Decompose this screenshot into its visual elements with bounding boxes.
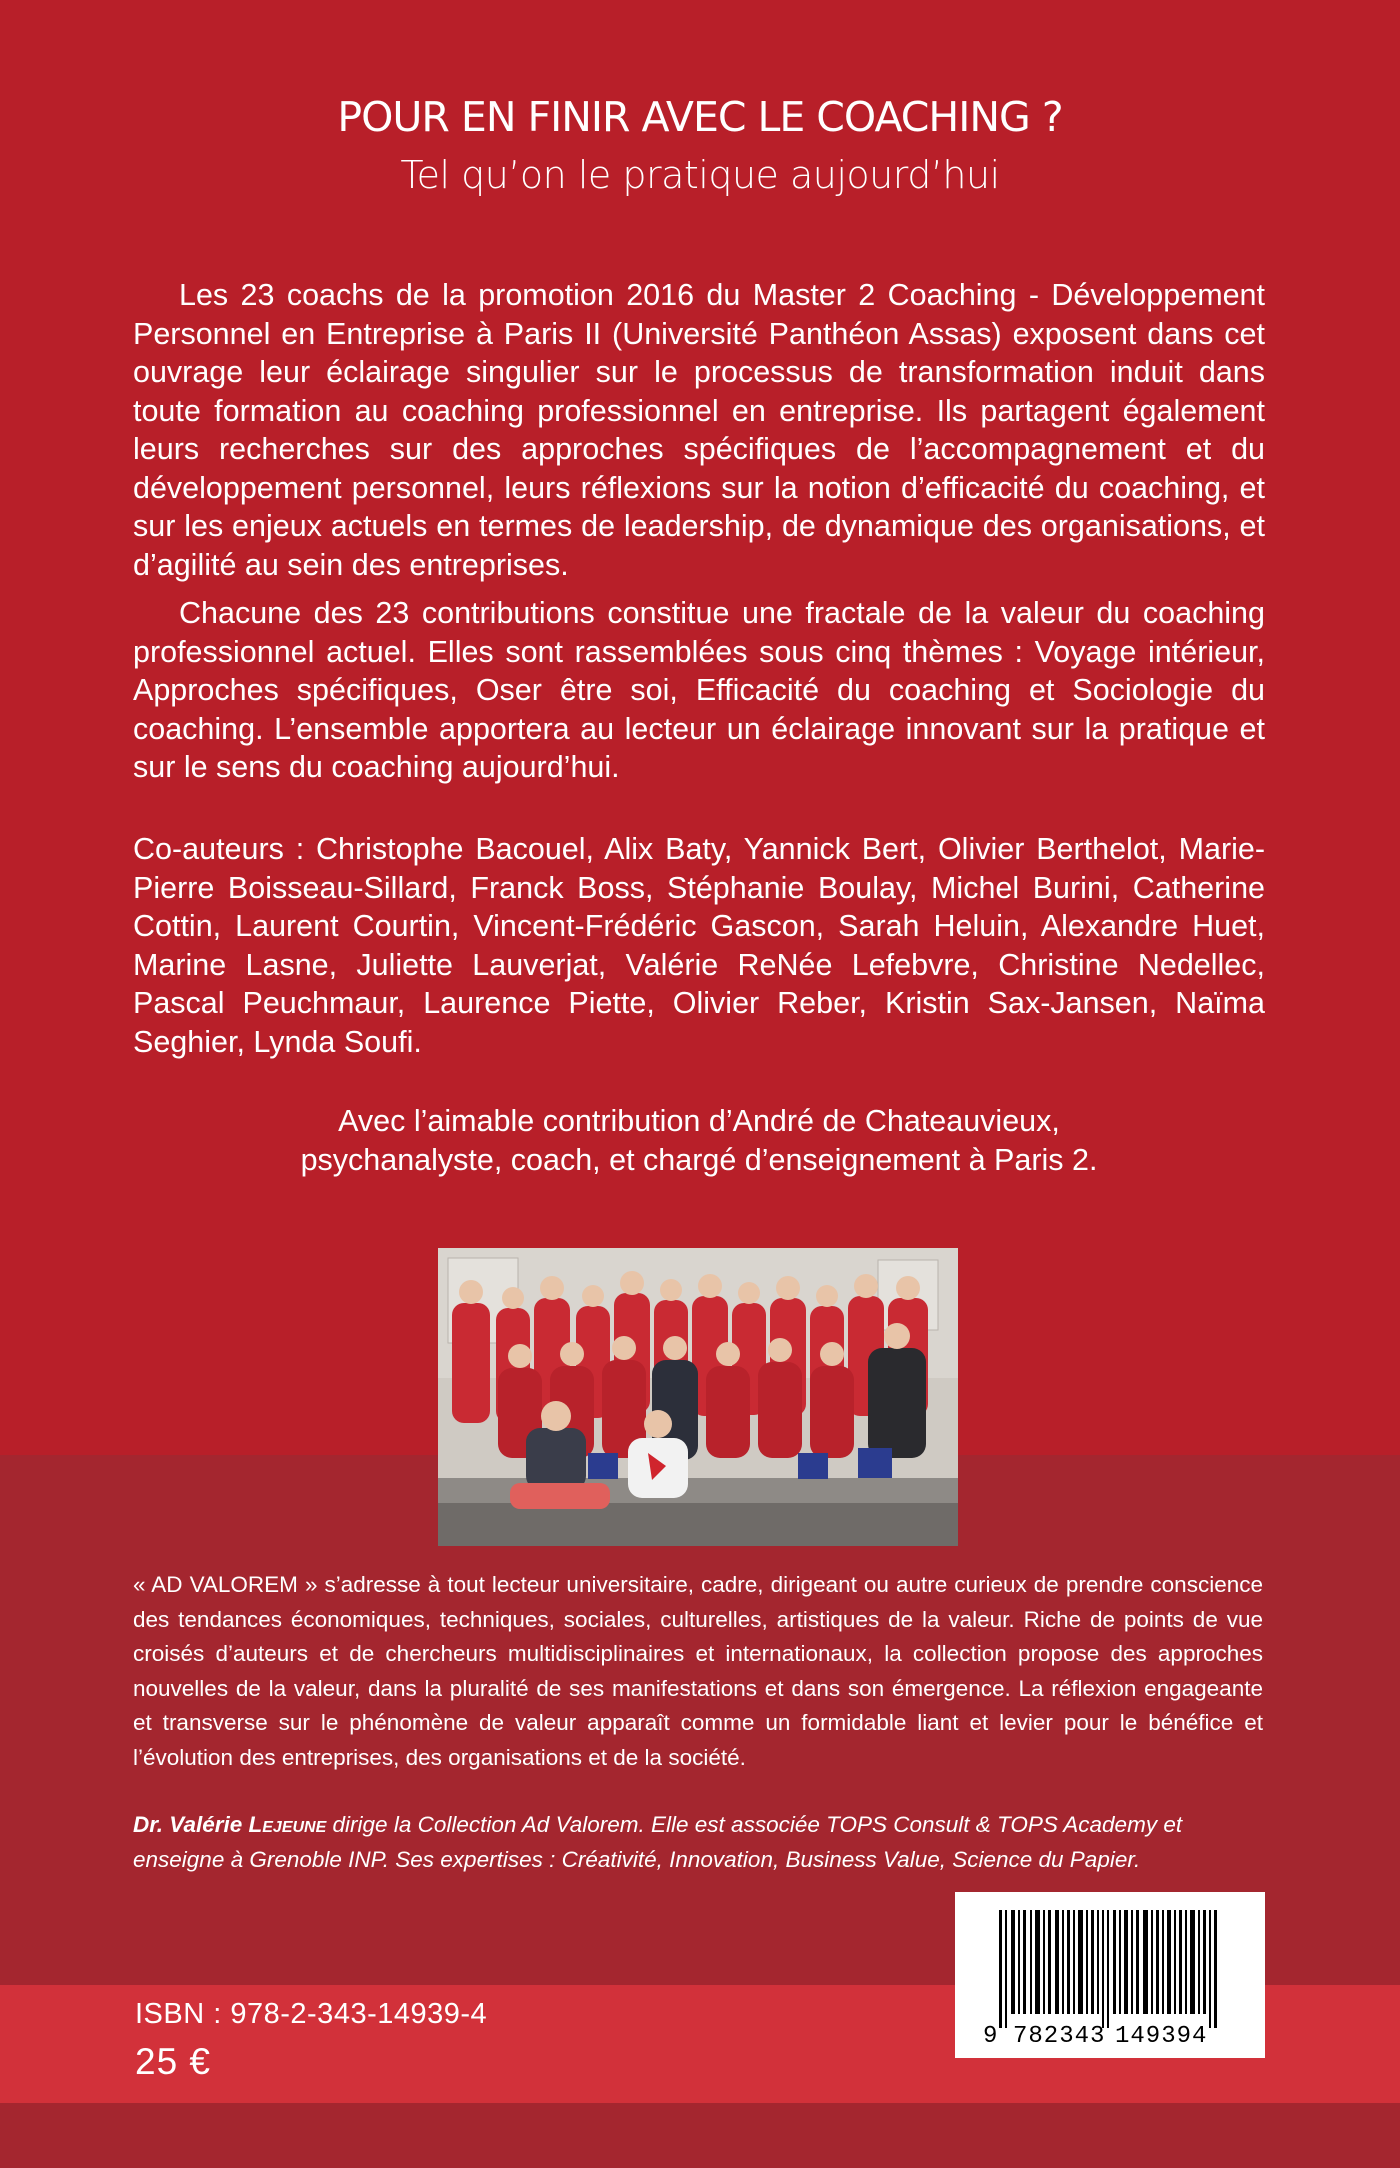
book-subtitle: Tel qu’on le pratique aujourd’hui — [400, 153, 1000, 197]
isbn-number: ISBN : 978-2-343-14939-4 — [135, 1998, 488, 2030]
collection-director — [133, 1808, 1263, 1877]
director-name-last: Lejeune — [248, 1812, 327, 1837]
contribution-line-1: Avec l’aimable contribution d’André de Chateauvieux, — [338, 1104, 1060, 1138]
group-photo-image — [438, 1248, 958, 1546]
summary-paragraph-1: Les 23 coachs de la promotion 2016 du Master 2 Coaching - Développement Personnel en Entreprise à Paris II (Université Panthéon Assas) exposent dans cet ouvrage leur éclairage singulier sur le processus de transformation induit dans toute formation au coaching professionnel en entreprise. Ils partagent également leurs recherches sur des approches spécifiques de l’accompagnement et du développement personnel, leurs réflexions sur la notion d’efficacité du coaching, et sur les enjeux actuels en termes de leadership, de dynamique des organisations, et d’agilité au sein des entreprises. — [133, 278, 1265, 582]
price: 25 € — [135, 2041, 212, 2082]
director-text: dirige la Collection Ad Valorem. Elle est associée TOPS Consult & TOPS Academy et enseigne à Grenoble INP. Ses expertises : Créativité, Innovation, Business Value, Science du Papier. — [133, 1812, 1183, 1872]
coauthors-list: Co-auteurs : Christophe Bacouel, Alix Baty, Yannick Bert, Olivier Berthelot, Marie-Pierre Boisseau-Sillard, Franck Boss, Stéphanie Boulay, Michel Burini, Catherine Cottin, Laurent Courtin, Vincent-Frédéric Gascon, Sarah Heluin, Alexandre Huet, Marine Lasne, Juliette Lauverjat, Valérie ReNée Lefebvre, Christine Nedellec, Pascal Peuchmaur, Laurence Piette, Olivier Reber, Kristin Sax-Jansen, Naïma Seghier, Lynda Soufi. — [133, 832, 1265, 1059]
barcode-left-digits: 782343 — [1013, 2023, 1106, 2050]
barcode-image — [955, 1892, 1265, 2058]
barcode-right-digits: 149394 — [1115, 2023, 1208, 2050]
contribution-note — [133, 1102, 1265, 1180]
barcode-lead-digit: 9 — [983, 2023, 998, 2050]
summary-paragraph-2: Chacune des 23 contributions constitue une fractale de la valeur du coaching professionnel actuel. Elles sont rassemblées sous cinq thèmes : Voyage intérieur, Approches spécifiques, Oser être soi, Efficacité du coaching et Sociologie du coaching. L’ensemble apportera au lecteur un éclairage innovant sur la pratique et sur le sens du coaching aujourd’hui. — [133, 596, 1265, 784]
book-title: POUR EN FINIR AVEC LE COACHING ? — [337, 93, 1063, 141]
director-name-prefix: Dr. Valérie — [133, 1812, 249, 1837]
contribution-line-2: psychanalyste, coach, et chargé d’enseignement à Paris 2. — [300, 1143, 1098, 1177]
title-block — [0, 92, 1400, 204]
collection-description: « AD VALOREM » s’adresse à tout lecteur universitaire, cadre, dirigeant ou autre curieux de prendre conscience des tendances économiques, techniques, sociales, culturelles, artistiques de la valeur. Riche de points de vue croisés d’auteurs et de chercheurs multidisciplinaires et internationaux, la collection propose des approches nouvelles de la valeur, dans la pluralité de ses manifestations et dans son émergence. La réflexion engageante et transverse sur le phénomène de valeur apparaît comme un formidable liant et levier pour le bénéfice et l’évolution des entreprises, des organisations et de la société. — [133, 1572, 1263, 1770]
barcode — [955, 1892, 1265, 2058]
group-photo — [438, 1248, 958, 1546]
